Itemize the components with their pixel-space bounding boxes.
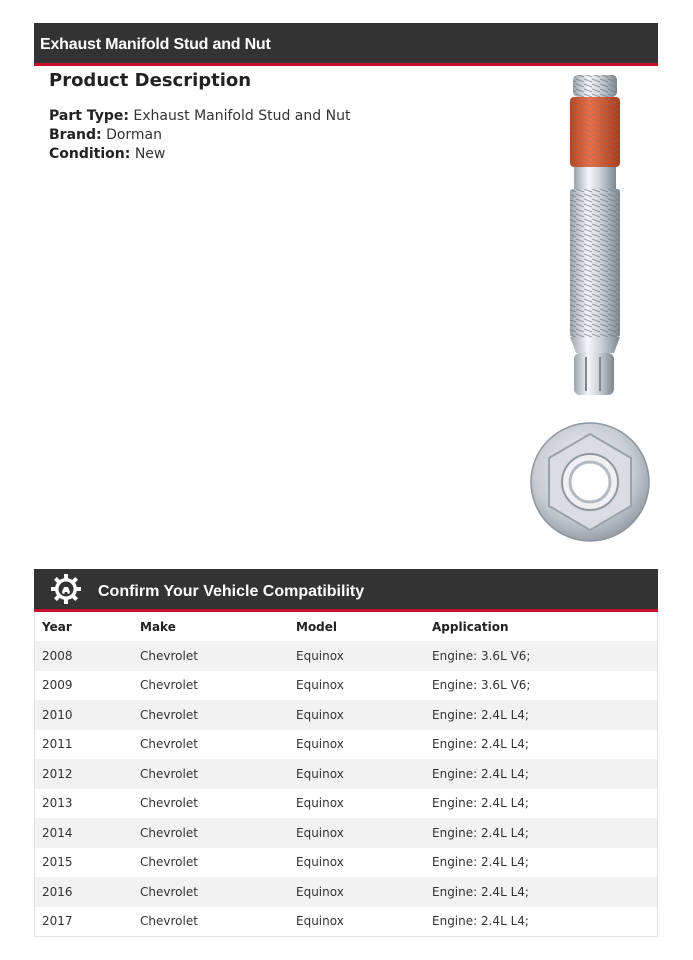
cell-application: Engine: 2.4L L4; [432,766,529,781]
spec-list [49,107,499,164]
cell-make: Chevrolet [140,914,198,929]
cell-model: Equinox [296,825,344,840]
spec-condition [49,145,499,164]
cell-model: Equinox [296,884,344,899]
cell-year: 2014 [42,825,73,840]
cell-application: Engine: 2.4L L4; [432,737,529,752]
cell-application: Engine: 2.4L L4; [432,707,529,722]
cell-year: 2012 [42,766,73,781]
cell-year: 2010 [42,707,73,722]
cell-year: 2017 [42,914,73,929]
table-row [35,641,657,671]
cell-application: Engine: 2.4L L4; [432,884,529,899]
table-row [35,700,657,730]
spec-label: Part Type: [49,108,129,124]
table-header-row [35,612,657,641]
cell-model: Equinox [296,737,344,752]
table-row [35,671,657,701]
flange-nut-image [527,420,653,544]
cell-make: Chevrolet [140,707,198,722]
page-title: Exhaust Manifold Stud and Nut [40,36,271,53]
spec-label: Brand: [49,127,102,143]
cell-year: 2015 [42,855,73,870]
spec-brand [49,126,499,145]
cell-year: 2016 [42,884,73,899]
gear-icon [50,573,82,605]
cell-make: Chevrolet [140,796,198,811]
page-header [34,23,658,66]
cell-model: Equinox [296,796,344,811]
product-description [49,70,499,164]
cell-make: Chevrolet [140,766,198,781]
column-header-make: Make [140,619,176,634]
cell-application: Engine: 3.6L V6; [432,648,531,663]
cell-year: 2008 [42,648,73,663]
table-row [35,759,657,789]
cell-model: Equinox [296,707,344,722]
spec-value: Exhaust Manifold Stud and Nut [133,108,351,124]
description-heading: Product Description [49,70,252,91]
table-body [35,641,657,936]
table-row [35,818,657,848]
spec-label: Condition: [49,146,131,162]
cell-make: Chevrolet [140,855,198,870]
cell-year: 2011 [42,737,73,752]
spec-part-type [49,107,499,126]
compatibility-table [34,612,658,937]
column-header-model: Model [296,619,338,634]
cell-make: Chevrolet [140,678,198,693]
cell-year: 2009 [42,678,73,693]
cell-make: Chevrolet [140,648,198,663]
cell-application: Engine: 2.4L L4; [432,796,529,811]
cell-year: 2013 [42,796,73,811]
cell-make: Chevrolet [140,884,198,899]
column-header-year: Year [42,619,72,634]
threaded-stud-image [560,73,630,403]
cell-model: Equinox [296,678,344,693]
cell-model: Equinox [296,766,344,781]
spec-value: Dorman [106,127,163,143]
compatibility-title: Confirm Your Vehicle Compatibility [98,583,365,600]
table-row [35,907,657,937]
table-row [35,730,657,760]
table-row [35,877,657,907]
cell-application: Engine: 3.6L V6; [432,678,531,693]
cell-application: Engine: 2.4L L4; [432,825,529,840]
cell-model: Equinox [296,855,344,870]
table-row [35,848,657,878]
cell-application: Engine: 2.4L L4; [432,914,529,929]
cell-make: Chevrolet [140,825,198,840]
spec-value: New [134,146,166,162]
cell-model: Equinox [296,914,344,929]
compatibility-header [34,569,658,612]
cell-model: Equinox [296,648,344,663]
table-row [35,789,657,819]
cell-make: Chevrolet [140,737,198,752]
cell-application: Engine: 2.4L L4; [432,855,529,870]
column-header-application: Application [432,619,509,634]
